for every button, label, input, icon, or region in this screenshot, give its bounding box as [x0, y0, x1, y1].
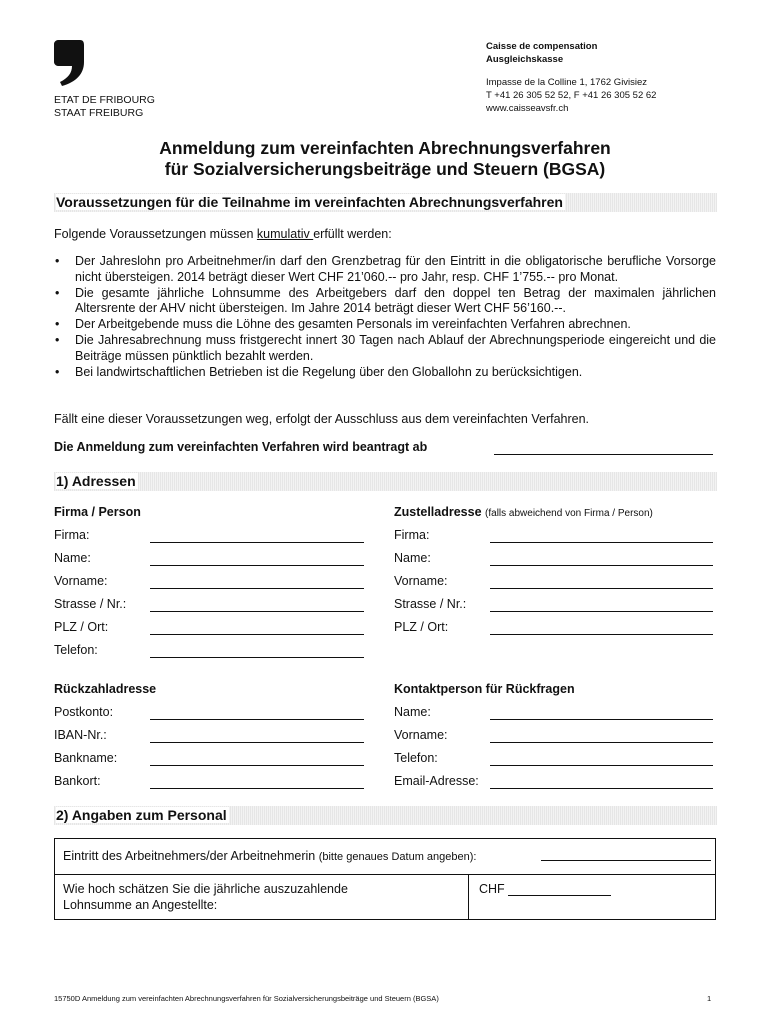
refund-bankcity-label: Bankort: [54, 774, 101, 788]
apply-date-field[interactable] [494, 454, 713, 455]
salary-amount-field[interactable] [508, 895, 611, 896]
delivery-firm-label: Firma: [394, 528, 430, 542]
office-name-de: Ausgleichskasse [486, 54, 564, 65]
office-phone: T +41 26 305 52 52, F +41 26 305 52 62 [486, 90, 657, 101]
contact-section-title: Kontaktperson für Rückfragen [394, 682, 575, 696]
salary-estimate-label: Wie hoch schätzen Sie die jährliche auszuzahlende Lohnsumme an Angestellte: [63, 882, 348, 912]
canton-name: ETAT DE FRIBOURG STAAT FREIBURG [54, 94, 155, 119]
entry-date-row [55, 839, 715, 875]
salary-estimate-cell [55, 875, 469, 919]
salary-currency-label: CHF [479, 882, 505, 896]
list-item: • Der Jahreslohn pro Arbeitnehmer/in darf den Grenzbetrag für den Eintritt in die obligatorische berufliche Vorsorge nicht übersteigen. 2014 beträgt dieser Wert CHF 21’060.-- pro Jahr, resp. CHF 1’755.-- pro Monat. [54, 254, 716, 286]
company-street-field[interactable] [150, 611, 364, 612]
refund-postaccount-label: Postkonto: [54, 705, 114, 719]
apply-date-label: Die Anmeldung zum vereinfachten Verfahren wird beantragt ab [54, 440, 428, 454]
addresses-heading: 1) Adressen [54, 472, 717, 491]
delivery-zip-field[interactable] [490, 634, 713, 635]
company-zip-label: PLZ / Ort: [54, 620, 109, 634]
refund-iban-label: IBAN-Nr.: [54, 728, 107, 742]
delivery-firstname-label: Vorname: [394, 574, 448, 588]
office-address: Impasse de la Colline 1, 1762 Givisiez [486, 77, 648, 88]
office-website[interactable]: www.caisseavsfr.ch [486, 103, 569, 114]
list-item: • Bei landwirtschaftlichen Betrieben ist die Regelung über den Globallohn zu berücksichtigen. [54, 365, 716, 381]
contact-firstname-field[interactable] [490, 742, 713, 743]
delivery-zip-label: PLZ / Ort: [394, 620, 449, 634]
contact-phone-field[interactable] [490, 765, 713, 766]
refund-postaccount-field[interactable] [150, 719, 364, 720]
document-title: Anmeldung zum vereinfachten Abrechnungsverfahren für Sozialversicherungsbeiträge und Steuern (BGSA) [159, 138, 611, 179]
requirements-list [54, 254, 716, 380]
company-name-field[interactable] [150, 565, 364, 566]
refund-bankcity-field[interactable] [150, 788, 364, 789]
refund-bankname-field[interactable] [150, 765, 364, 766]
contact-email-field[interactable] [490, 788, 713, 789]
delivery-name-label: Name: [394, 551, 431, 565]
delivery-firstname-field[interactable] [490, 588, 713, 589]
delivery-street-label: Strasse / Nr.: [394, 597, 467, 611]
company-phone-label: Telefon: [54, 643, 98, 657]
personnel-heading: 2) Angaben zum Personal [54, 806, 717, 825]
delivery-firm-field[interactable] [490, 542, 713, 543]
list-item: • Die Jahresabrechnung muss fristgerecht innert 30 Tagen nach Ablauf der Abrechnungsperiode eingereicht und die Beiträge müssen pünktlich bezahlt werden. [54, 333, 716, 365]
company-zip-field[interactable] [150, 634, 364, 635]
company-phone-field[interactable] [150, 657, 364, 658]
delivery-street-field[interactable] [490, 611, 713, 612]
company-section-title: Firma / Person [54, 505, 141, 519]
exclusion-note: Fällt eine dieser Voraussetzungen weg, erfolgt der Ausschluss aus dem vereinfachten Verfahren. [54, 412, 590, 426]
company-firm-label: Firma: [54, 528, 90, 542]
requirements-intro: Folgende Voraussetzungen müssen kumulativ erfüllt werden: [54, 227, 392, 241]
entry-date-label: Eintritt des Arbeitnehmers/der Arbeitnehmerin (bitte genaues Datum angeben): [63, 849, 477, 863]
contact-email-label: Email-Adresse: [394, 774, 479, 788]
personnel-table [54, 838, 716, 920]
delivery-name-field[interactable] [490, 565, 713, 566]
footer-document-reference: 15750D Anmeldung zum vereinfachten Abrechnungsverfahren für Sozialversicherungsbeiträge und Steuern (BGSA) [54, 994, 439, 1003]
company-firstname-label: Vorname: [54, 574, 108, 588]
delivery-section-title: Zustelladresse (falls abweichend von Firma / Person) [394, 505, 653, 519]
canton-logo-icon [54, 40, 84, 86]
requirements-heading: Voraussetzungen für die Teilnahme im vereinfachten Abrechnungsverfahren [54, 193, 717, 212]
list-item: • Der Arbeitgebende muss die Löhne des gesamten Personals im vereinfachten Verfahren abrechnen. [54, 317, 716, 333]
office-name-fr: Caisse de compensation [486, 41, 598, 52]
refund-bankname-label: Bankname: [54, 751, 118, 765]
contact-name-label: Name: [394, 705, 431, 719]
company-name-label: Name: [54, 551, 91, 565]
list-item: • Die gesamte jährliche Lohnsumme des Arbeitgebers darf den doppel ten Betrag der maximalen jährlichen Altersrente der AHV nicht übersteigen. Im Jahre 2014 beträgt dieser Wert CHF 56’160.--. [54, 286, 716, 318]
refund-iban-field[interactable] [150, 742, 364, 743]
page-number: 1 [707, 994, 712, 1003]
contact-firstname-label: Vorname: [394, 728, 448, 742]
office-contact-block [486, 40, 656, 115]
company-firm-field[interactable] [150, 542, 364, 543]
contact-name-field[interactable] [490, 719, 713, 720]
entry-date-field[interactable] [541, 860, 711, 861]
refund-section-title: Rückzahladresse [54, 682, 157, 696]
contact-phone-label: Telefon: [394, 751, 438, 765]
company-firstname-field[interactable] [150, 588, 364, 589]
company-street-label: Strasse / Nr.: [54, 597, 127, 611]
